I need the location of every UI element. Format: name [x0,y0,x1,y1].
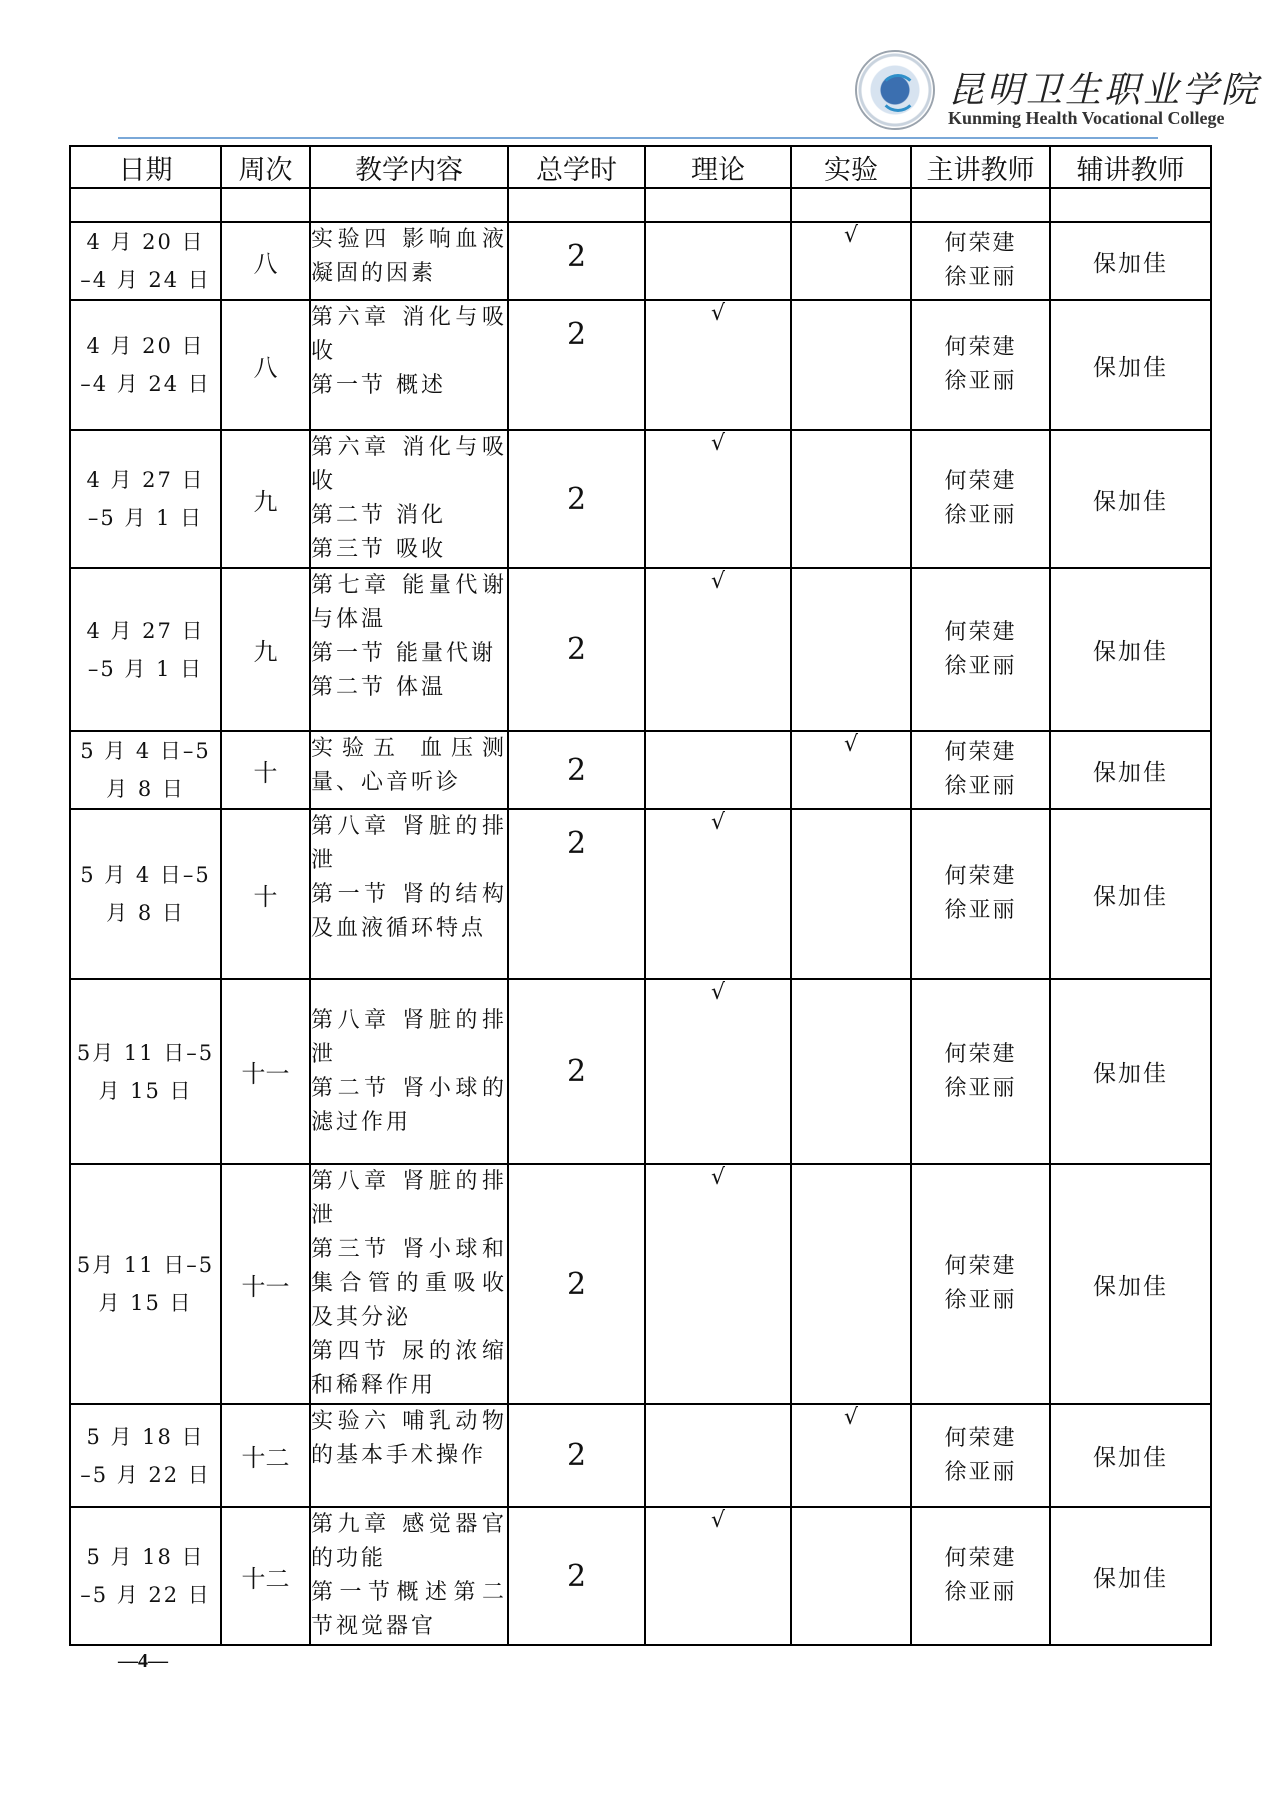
assistant-cell: 保加佳 [1050,1164,1211,1404]
table-row [70,1164,1211,1404]
lecturer-cell: 何荣建 徐亚丽 [911,1404,1050,1507]
lecturer-cell: 何荣建 徐亚丽 [911,568,1050,731]
assistant-cell: 保加佳 [1050,731,1211,809]
date-cell: 5月 11 日–5 月 15 日 [70,1164,221,1404]
theory-cell [645,731,791,809]
week-cell: 十 [221,731,310,809]
lab-cell [791,300,911,430]
content-cell: 实验五 血压测量、心音听诊 [310,731,508,809]
table-row [70,300,1211,430]
date-cell: 5 月 18 日 –5 月 22 日 [70,1507,221,1645]
lab-cell: √ [791,731,911,809]
column-header-assistant: 辅讲教师 [1050,146,1211,188]
week-cell: 九 [221,568,310,731]
college-logo [855,50,935,130]
table-row [70,809,1211,979]
table-row [70,430,1211,568]
date-cell: 4 月 27 日 –5 月 1 日 [70,430,221,568]
column-header-lecturer: 主讲教师 [911,146,1050,188]
hours-cell: 2 [508,222,645,300]
column-header-lab: 实验 [791,146,911,188]
lecturer-cell: 何荣建 徐亚丽 [911,809,1050,979]
table-row [70,1507,1211,1645]
week-cell: 八 [221,222,310,300]
college-name-en: Kunming Health Vocational College [948,108,1225,128]
assistant-cell: 保加佳 [1050,1507,1211,1645]
assistant-cell: 保加佳 [1050,1404,1211,1507]
hours-cell: 2 [508,731,645,809]
lab-cell [791,1164,911,1404]
assistant-cell: 保加佳 [1050,568,1211,731]
assistant-cell: 保加佳 [1050,979,1211,1164]
hours-cell: 2 [508,568,645,731]
hours-cell: 2 [508,809,645,979]
lecturer-cell: 何荣建 徐亚丽 [911,731,1050,809]
lab-cell: √ [791,1404,911,1507]
content-cell: 实验六 哺乳动物的基本手术操作 [310,1404,508,1507]
assistant-cell: 保加佳 [1050,300,1211,430]
lab-cell [791,568,911,731]
week-cell: 十二 [221,1404,310,1507]
assistant-cell: 保加佳 [1050,430,1211,568]
hours-cell: 2 [508,430,645,568]
content-cell: 实验四 影响血液凝固的因素 [310,222,508,300]
theory-cell: √ [645,430,791,568]
date-cell: 5月 11 日–5 月 15 日 [70,979,221,1164]
content-cell: 第七章 能量代谢与体温 第一节 能量代谢 第二节 体温 [310,568,508,731]
hours-cell: 2 [508,300,645,430]
empty-row [70,188,1211,222]
theory-cell: √ [645,1507,791,1645]
column-header-hours: 总学时 [508,146,645,188]
lab-cell [791,809,911,979]
hours-cell: 2 [508,1404,645,1507]
theory-cell: √ [645,809,791,979]
week-cell: 八 [221,300,310,430]
theory-cell: √ [645,1164,791,1404]
content-cell: 第六章 消化与吸收 第二节 消化 第三节 吸收 [310,430,508,568]
theory-cell: √ [645,300,791,430]
date-cell: 4 月 27 日 –5 月 1 日 [70,568,221,731]
lecturer-cell: 何荣建 徐亚丽 [911,979,1050,1164]
column-header-date: 日期 [70,146,221,188]
hours-cell: 2 [508,1164,645,1404]
theory-cell [645,1404,791,1507]
lab-cell [791,979,911,1164]
lab-cell [791,1507,911,1645]
college-name-cn: 昆明卫生职业学院 [948,70,1261,111]
lecturer-cell: 何荣建 徐亚丽 [911,222,1050,300]
assistant-cell: 保加佳 [1050,222,1211,300]
theory-cell: √ [645,568,791,731]
column-header-week: 周次 [221,146,310,188]
column-header-content: 教学内容 [310,146,508,188]
table-row [70,731,1211,809]
content-cell: 第八章 肾脏的排泄 第三节 肾小球和集合管的重吸收及其分泌 第四节 尿的浓缩和稀释作用 [310,1164,508,1404]
column-header-theory: 理论 [645,146,791,188]
week-cell: 十二 [221,1507,310,1645]
header-rule [118,137,1158,139]
week-cell: 十 [221,809,310,979]
date-cell: 5 月 4 日–5 月 8 日 [70,731,221,809]
lecturer-cell: 何荣建 徐亚丽 [911,430,1050,568]
date-cell: 4 月 20 日 –4 月 24 日 [70,300,221,430]
table-row [70,1404,1211,1507]
content-cell: 第六章 消化与吸收 第一节 概述 [310,300,508,430]
lecturer-cell: 何荣建 徐亚丽 [911,300,1050,430]
week-cell: 十一 [221,979,310,1164]
table-row [70,222,1211,300]
date-cell: 5 月 4 日–5 月 8 日 [70,809,221,979]
week-cell: 九 [221,430,310,568]
table-row [70,979,1211,1164]
theory-cell: √ [645,979,791,1164]
teaching-schedule-table [69,145,1212,1646]
lab-cell [791,430,911,568]
week-cell: 十一 [221,1164,310,1404]
content-cell: 第八章 肾脏的排泄 第一节 肾的结构及血液循环特点 [310,809,508,979]
theory-cell [645,222,791,300]
date-cell: 5 月 18 日 –5 月 22 日 [70,1404,221,1507]
lecturer-cell: 何荣建 徐亚丽 [911,1507,1050,1645]
hours-cell: 2 [508,979,645,1164]
page-number: —4— [118,1650,168,1672]
lecturer-cell: 何荣建 徐亚丽 [911,1164,1050,1404]
assistant-cell: 保加佳 [1050,809,1211,979]
content-cell: 第九章 感觉器官的功能 第一节概述第二节视觉器官 [310,1507,508,1645]
table-header-row [70,146,1211,188]
lab-cell: √ [791,222,911,300]
hours-cell: 2 [508,1507,645,1645]
date-cell: 4 月 20 日 –4 月 24 日 [70,222,221,300]
content-cell: 第八章 肾脏的排泄 第二节 肾小球的滤过作用 [310,979,508,1164]
table-row [70,568,1211,731]
